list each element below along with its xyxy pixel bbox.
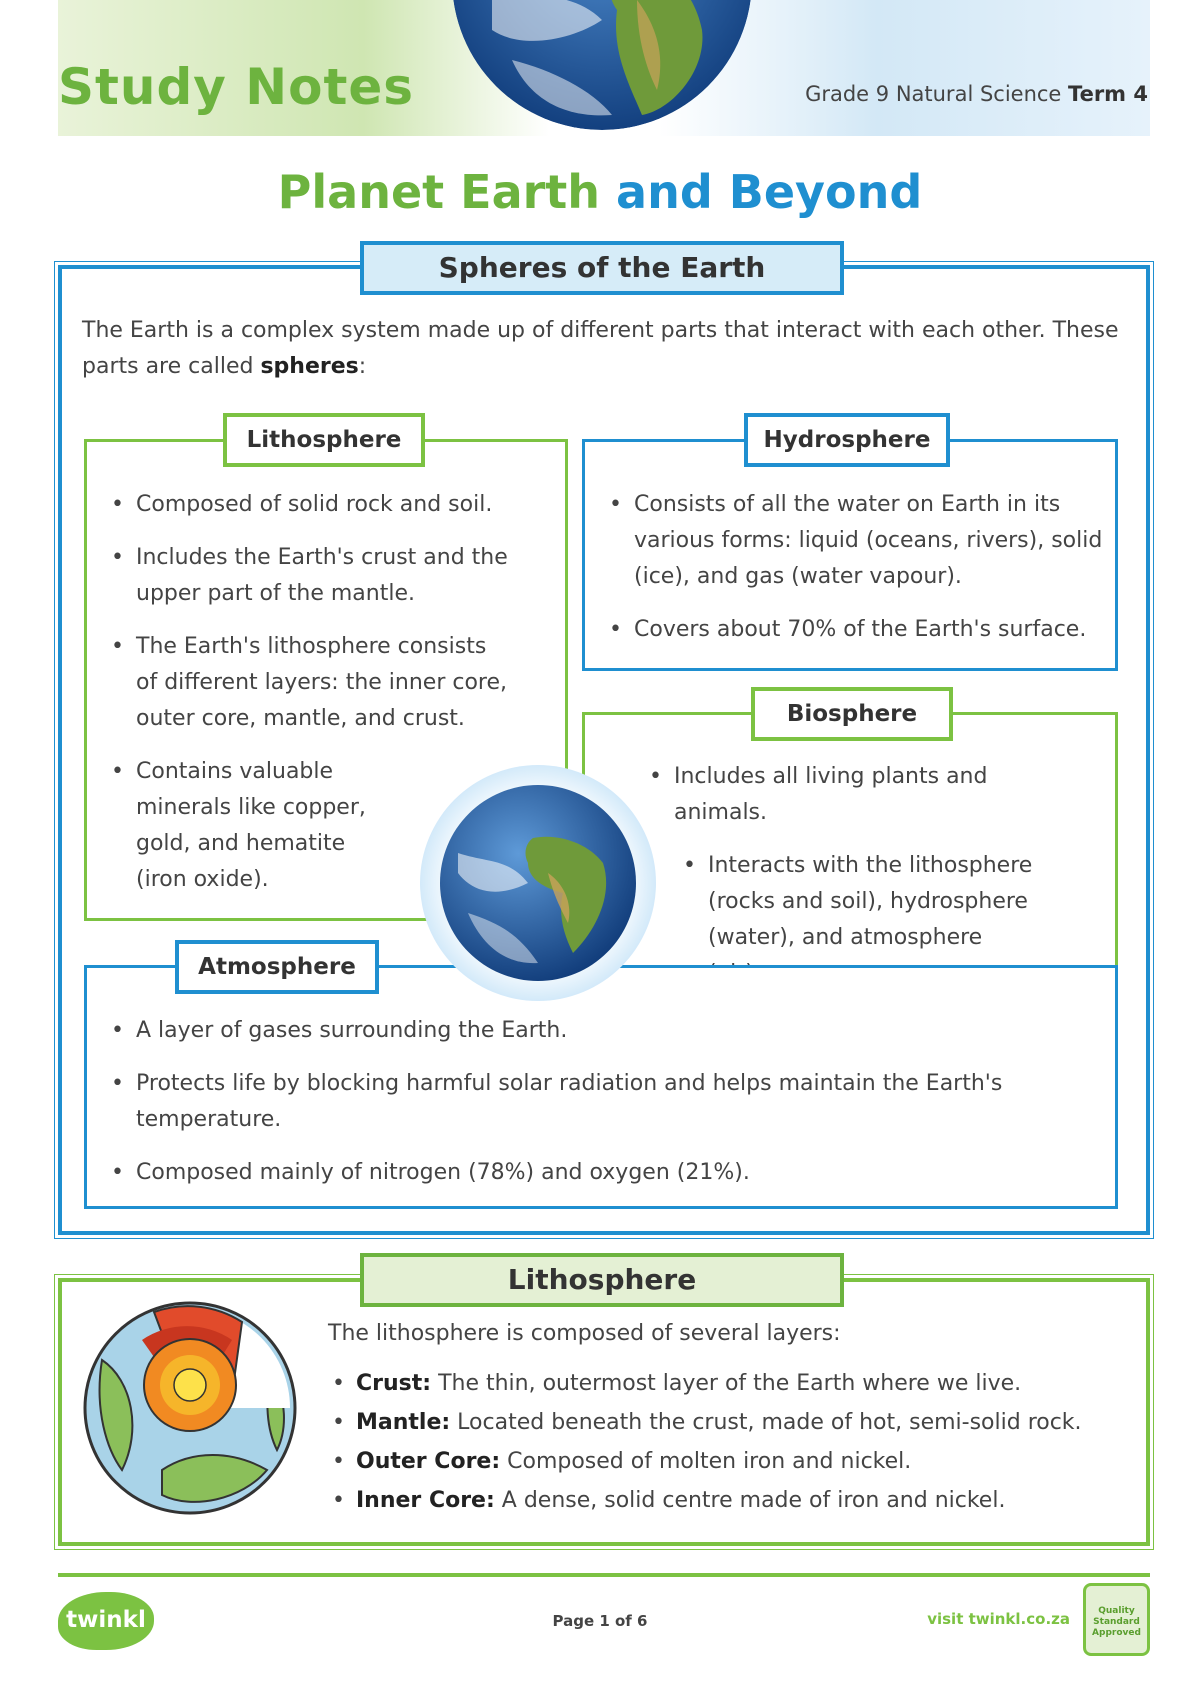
list-item <box>328 1481 1082 1520</box>
lithosphere-section-intro: The lithosphere is composed of several layers: <box>328 1321 841 1346</box>
grade-text: Grade 9 Natural Science <box>805 82 1062 106</box>
layer-desc: Composed of molten iron and nickel. <box>500 1449 912 1474</box>
page-title-part1: Planet Earth <box>277 165 601 219</box>
spheres-heading: Spheres of the Earth <box>360 241 844 295</box>
layer-name: Mantle: <box>356 1410 451 1435</box>
earth-core-cross-section-image <box>82 1300 298 1516</box>
list-item: • Includes the Earth's crust and the upper part of the mantle. <box>109 540 539 612</box>
page-number: Page 1 of 6 <box>552 1612 648 1630</box>
spheres-intro <box>82 313 1132 385</box>
intro-bold-term: spheres <box>260 354 359 379</box>
list-item: • Covers about 70% of the Earth's surface. <box>607 612 1107 648</box>
list-item <box>328 1442 1082 1481</box>
layer-desc: Located beneath the crust, made of hot, semi-solid rock. <box>450 1410 1082 1435</box>
layer-desc: The thin, outermost layer of the Earth where we live. <box>431 1371 1022 1396</box>
header-title: Study Notes <box>58 58 415 116</box>
intro-colon: : <box>358 354 367 379</box>
lithosphere-layers-list <box>328 1364 1082 1520</box>
list-item: • Contains valuable minerals like copper, gold, and hematite (iron oxide). <box>109 754 389 898</box>
hydrosphere-list <box>607 487 1107 665</box>
twinkl-logo[interactable]: twinkl <box>58 1592 154 1650</box>
lithosphere-section-heading: Lithosphere <box>360 1253 844 1307</box>
list-item: • Consists of all the water on Earth in its various forms: liquid (oceans, rivers), solid (ice), and gas (water vapour). <box>607 487 1107 595</box>
hydrosphere-title: Hydrosphere <box>744 413 950 467</box>
earth-globe-image <box>420 765 656 1001</box>
list-item <box>328 1403 1082 1442</box>
atmosphere-list <box>109 1013 1099 1208</box>
list-item <box>328 1364 1082 1403</box>
page-title <box>0 165 1200 219</box>
lithosphere-title: Lithosphere <box>223 413 425 467</box>
list-item: • The Earth's lithosphere consists of different layers: the inner core, outer core, mantle, and crust. <box>109 629 509 737</box>
page-title-part2: and Beyond <box>616 165 923 219</box>
term-text: Term 4 <box>1068 82 1148 106</box>
visit-link[interactable]: visit twinkl.co.za <box>927 1610 1070 1628</box>
quality-badge: Quality Standard Approved <box>1083 1583 1150 1656</box>
list-item: • A layer of gases surrounding the Earth. <box>109 1013 1099 1049</box>
biosphere-title: Biosphere <box>751 687 953 741</box>
atmosphere-title: Atmosphere <box>175 940 379 994</box>
list-item: • Includes all living plants and animals. <box>647 759 1027 831</box>
list-item: • Interacts with the lithosphere (rocks and soil), hydrosphere (water), and atmosphere <box>681 848 1041 992</box>
list-item: • Composed mainly of nitrogen (78%) and oxygen (21%). <box>109 1155 1099 1191</box>
list-item: • Composed of solid rock and soil. <box>109 487 539 523</box>
layer-name: Outer Core: <box>356 1449 501 1474</box>
header-grade <box>805 82 1148 106</box>
list-item: • Protects life by blocking harmful solar radiation and helps maintain the Earth's temperature. <box>109 1066 1099 1138</box>
layer-name: Crust: <box>356 1371 432 1396</box>
footer-divider <box>58 1573 1150 1577</box>
layer-desc: A dense, solid centre made of iron and nickel. <box>494 1488 1006 1513</box>
layer-name: Inner Core: <box>356 1488 495 1513</box>
intro-text: The Earth is a complex system made up of different parts that interact with each other. These parts are called <box>82 318 1119 379</box>
